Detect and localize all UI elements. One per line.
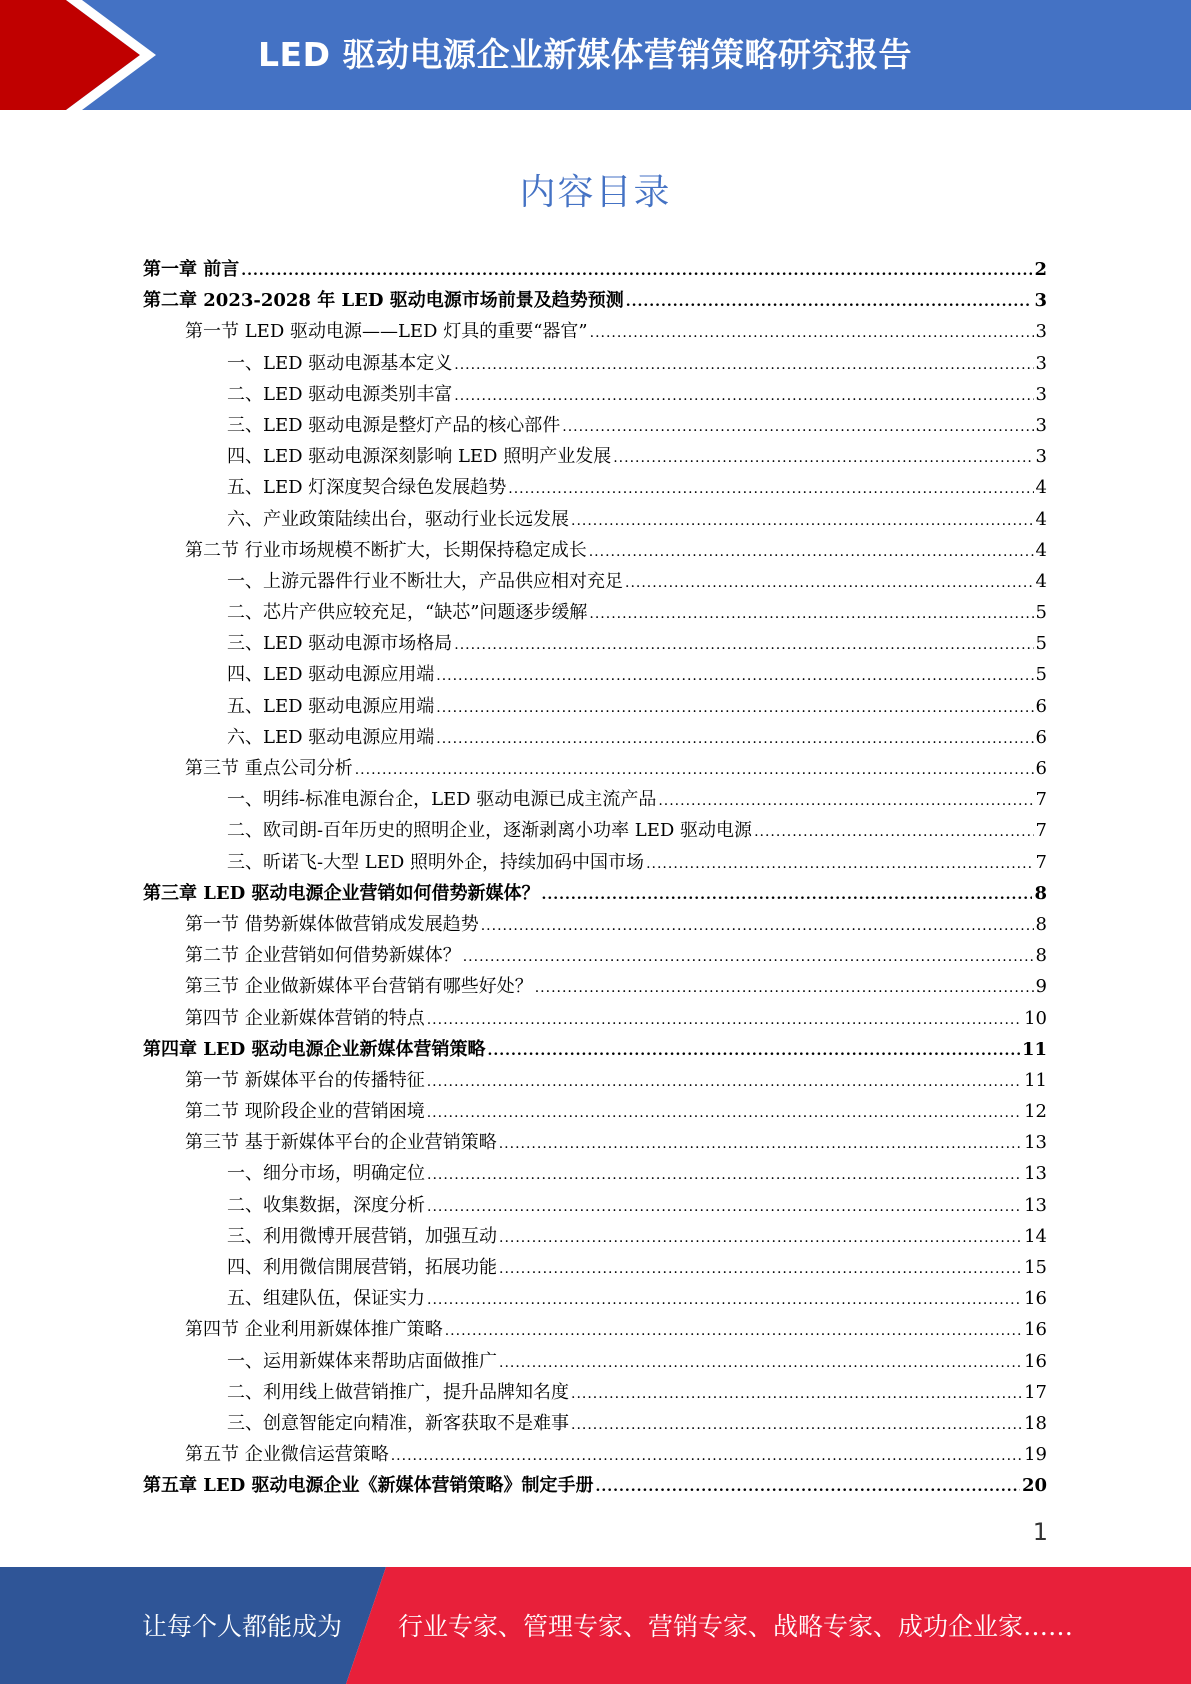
toc-entry[interactable] — [143, 1377, 1047, 1408]
toc-entry[interactable] — [143, 504, 1047, 535]
toc-leader-dots — [241, 256, 1032, 285]
toc-leader-dots — [454, 350, 1033, 379]
toc-leader-dots — [596, 1472, 1020, 1501]
toc-entry-title: 一、细分市场，明确定位 — [227, 1163, 425, 1185]
toc-entry-page: 2 — [1034, 259, 1047, 280]
toc-entry-title: 第四章 LED 驱动电源企业新媒体营销策略 — [143, 1038, 486, 1060]
toc-leader-dots — [562, 412, 1033, 441]
toc-entry-page: 6 — [1035, 758, 1047, 779]
toc-leader-dots — [436, 693, 1033, 722]
toc-leader-dots — [445, 1316, 1022, 1345]
toc-entry-page: 3 — [1035, 321, 1047, 343]
toc-entry-page: 15 — [1024, 1257, 1047, 1278]
toc-heading: 内容目录 — [519, 172, 672, 213]
toc-entry[interactable] — [143, 753, 1047, 784]
toc-entry[interactable] — [143, 535, 1047, 566]
toc-entry-title: 六、产业政策陆续出台，驱动行业长远发展 — [227, 508, 569, 530]
toc-entry-title: 第二节 行业市场规模不断扩大，长期保持稳定成长 — [185, 539, 587, 561]
toc-entry-page: 16 — [1024, 1288, 1047, 1310]
toc-entry[interactable] — [143, 628, 1047, 659]
toc-entry-page: 16 — [1024, 1350, 1047, 1372]
toc-entry-title: 三、LED 驱动电源市场格局 — [227, 633, 453, 655]
chevron-decoration — [0, 0, 160, 110]
toc-entry[interactable] — [143, 566, 1047, 597]
toc-entry-title: 第四节 企业新媒体营销的特点 — [185, 1007, 425, 1029]
table-of-contents — [143, 254, 1047, 1502]
toc-entry-title: 六、LED 驱动电源应用端 — [227, 726, 435, 748]
toc-entry-title: 第二节 现阶段企业的营销困境 — [185, 1101, 425, 1123]
toc-entry[interactable] — [143, 1190, 1047, 1221]
toc-leader-dots — [499, 1223, 1022, 1252]
toc-entry-title: 第三节 重点公司分析 — [185, 758, 353, 779]
toc-entry-title: 一、上游元器件行业不断壮大，产品供应相对充足 — [227, 570, 623, 592]
toc-entry[interactable] — [143, 316, 1047, 347]
toc-entry[interactable] — [143, 472, 1047, 503]
toc-leader-dots — [625, 568, 1034, 597]
toc-entry[interactable] — [143, 691, 1047, 722]
toc-entry-title: 三、昕诺飞-大型 LED 照明外企，持续加码中国市场 — [227, 851, 645, 873]
toc-entry-title: 二、欧司朗-百年历史的照明企业，逐渐剥离小功率 LED 驱动电源 — [227, 820, 753, 842]
toc-entry-title: 四、利用微信開展营销，拓展功能 — [227, 1257, 497, 1278]
toc-entry[interactable] — [143, 659, 1047, 690]
toc-leader-dots — [535, 973, 1034, 1002]
toc-entry-title: 四、LED 驱动电源应用端 — [227, 664, 435, 686]
toc-leader-dots — [658, 786, 1033, 815]
toc-entry-page: 13 — [1024, 1194, 1047, 1216]
toc-leader-dots — [454, 381, 1033, 410]
toc-entry[interactable] — [143, 878, 1047, 909]
toc-entry-page: 6 — [1035, 726, 1047, 748]
toc-entry[interactable] — [143, 1252, 1047, 1283]
toc-entry-title: 第一节 LED 驱动电源——LED 灯具的重要“器官” — [185, 321, 588, 343]
toc-entry-page: 7 — [1035, 851, 1047, 873]
toc-leader-dots — [589, 537, 1034, 566]
toc-entry-page: 4 — [1035, 539, 1047, 561]
toc-entry-page: 4 — [1035, 508, 1047, 530]
toc-entry-title: 二、LED 驱动电源类别丰富 — [227, 383, 453, 405]
toc-entry[interactable] — [143, 1127, 1047, 1158]
toc-entry[interactable] — [143, 1003, 1047, 1034]
toc-leader-dots — [488, 1036, 1020, 1065]
toc-entry[interactable] — [143, 410, 1047, 441]
toc-entry-page: 13 — [1024, 1163, 1047, 1185]
toc-entry-title: 三、LED 驱动电源是整灯产品的核心部件 — [227, 414, 561, 436]
toc-entry-page: 3 — [1035, 383, 1047, 405]
toc-entry-page: 4 — [1035, 570, 1047, 592]
toc-entry-page: 20 — [1021, 1475, 1047, 1497]
toc-entry[interactable] — [143, 1065, 1047, 1096]
toc-entry-title: 二、收集数据，深度分析 — [227, 1194, 425, 1216]
toc-entry-page: 3 — [1034, 290, 1047, 312]
toc-entry[interactable] — [143, 1408, 1047, 1439]
toc-entry[interactable] — [143, 285, 1047, 316]
toc-entry-page: 9 — [1035, 976, 1047, 998]
toc-leader-dots — [571, 1379, 1022, 1408]
toc-entry-page: 10 — [1024, 1007, 1047, 1029]
toc-entry-title: 一、运用新媒体来帮助店面做推广 — [227, 1350, 497, 1372]
toc-entry[interactable] — [143, 722, 1047, 753]
toc-entry-page: 11 — [1024, 1069, 1047, 1091]
toc-entry[interactable] — [143, 1158, 1047, 1189]
toc-leader-dots — [481, 911, 1034, 940]
toc-entry-title: 第一节 借势新媒体做营销成发展趋势 — [185, 913, 479, 935]
toc-entry-page: 5 — [1035, 633, 1047, 655]
toc-leader-dots — [463, 942, 1034, 971]
footer-slogan-right: 行业专家、管理专家、营销专家、战略专家、成功企业家…… — [398, 1612, 1074, 1641]
toc-entry[interactable] — [143, 784, 1047, 815]
toc-entry-title: 第二章 2023-2028 年 LED 驱动电源市场前景及趋势预测 — [143, 290, 624, 312]
toc-leader-dots — [499, 1348, 1022, 1377]
toc-entry-title: 第五章 LED 驱动电源企业《新媒体营销策略》制定手册 — [143, 1475, 594, 1497]
toc-leader-dots — [571, 1410, 1022, 1439]
toc-leader-dots — [508, 474, 1033, 503]
toc-leader-dots — [542, 880, 1033, 909]
toc-leader-dots — [626, 287, 1033, 316]
toc-entry-page: 3 — [1035, 446, 1047, 468]
toc-entry-page: 5 — [1035, 602, 1047, 624]
toc-entry-title: 五、组建队伍，保证实力 — [227, 1288, 425, 1310]
toc-entry[interactable] — [143, 1346, 1047, 1377]
header-banner — [0, 0, 1191, 110]
toc-entry-page: 7 — [1035, 820, 1047, 842]
toc-entry-title: 一、明纬-标准电源台企，LED 驱动电源已成主流产品 — [227, 789, 657, 811]
toc-entry-page: 16 — [1024, 1319, 1047, 1341]
toc-entry[interactable] — [143, 1470, 1047, 1501]
toc-entry-title: 第三节 基于新媒体平台的企业营销策略 — [185, 1132, 497, 1154]
toc-entry-title: 四、LED 驱动电源深刻影响 LED 照明产业发展 — [227, 446, 612, 468]
toc-entry[interactable] — [143, 1096, 1047, 1127]
toc-leader-dots — [427, 1067, 1022, 1096]
toc-entry-page: 11 — [1021, 1038, 1047, 1060]
toc-entry[interactable] — [143, 379, 1047, 410]
toc-entry-page: 13 — [1024, 1132, 1047, 1154]
toc-entry-title: 五、LED 灯深度契合绿色发展趋势 — [227, 477, 507, 499]
toc-entry-page: 8 — [1034, 882, 1047, 904]
toc-leader-dots — [436, 724, 1033, 753]
toc-entry[interactable] — [143, 1439, 1047, 1470]
toc-entry-page: 17 — [1024, 1381, 1047, 1403]
toc-leader-dots — [355, 755, 1034, 784]
toc-entry-title: 五、LED 驱动电源应用端 — [227, 695, 435, 717]
footer-banner — [0, 1567, 1191, 1684]
toc-leader-dots — [391, 1441, 1022, 1470]
toc-leader-dots — [427, 1160, 1022, 1189]
toc-entry-page: 19 — [1024, 1444, 1047, 1466]
toc-leader-dots — [427, 1098, 1022, 1127]
toc-entry-page: 8 — [1035, 945, 1047, 967]
toc-entry-page: 3 — [1035, 352, 1047, 374]
footer-slogan-left: 让每个人都能成为 — [142, 1612, 343, 1641]
toc-entry-title: 第四节 企业利用新媒体推广策略 — [185, 1319, 443, 1341]
toc-entry-title: 三、利用微博开展营销，加强互动 — [227, 1225, 497, 1247]
toc-leader-dots — [427, 1192, 1022, 1221]
toc-entry-page: 7 — [1035, 789, 1047, 811]
toc-entry[interactable] — [143, 940, 1047, 971]
toc-entry[interactable] — [143, 1283, 1047, 1314]
toc-entry-page: 18 — [1024, 1412, 1047, 1434]
toc-entry-page: 4 — [1035, 477, 1047, 499]
toc-entry-title: 第三章 LED 驱动电源企业营销如何借势新媒体？ — [143, 882, 540, 904]
toc-entry-title: 三、创意智能定向精准，新客获取不是难事 — [227, 1412, 569, 1434]
toc-entry-title: 第一节 新媒体平台的传播特征 — [185, 1069, 425, 1091]
toc-entry[interactable] — [143, 1221, 1047, 1252]
toc-entry[interactable] — [143, 1034, 1047, 1065]
toc-leader-dots — [499, 1254, 1022, 1283]
toc-entry[interactable] — [143, 1314, 1047, 1345]
toc-entry-title: 二、利用线上做营销推广，提升品牌知名度 — [227, 1381, 569, 1403]
toc-entry-title: 二、芯片产供应较充足，“缺芯”问题逐步缓解 — [227, 602, 588, 624]
toc-entry[interactable] — [143, 254, 1047, 285]
toc-entry[interactable] — [143, 971, 1047, 1002]
report-title: LED 驱动电源企业新媒体营销策略研究报告 — [258, 35, 912, 74]
toc-leader-dots — [454, 630, 1033, 659]
toc-leader-dots — [571, 506, 1034, 535]
toc-entry-title: 一、LED 驱动电源基本定义 — [227, 352, 453, 374]
toc-entry[interactable] — [143, 597, 1047, 628]
toc-entry-title: 第二节 企业营销如何借势新媒体？ — [185, 945, 461, 967]
page-number: 1 — [1032, 1518, 1048, 1546]
toc-entry-page: 14 — [1024, 1225, 1047, 1247]
toc-leader-dots — [427, 1005, 1022, 1034]
toc-entry-page: 8 — [1035, 913, 1047, 935]
toc-leader-dots — [754, 817, 1033, 846]
toc-leader-dots — [590, 318, 1034, 347]
toc-entry-title: 第三节 企业做新媒体平台营销有哪些好处？ — [185, 976, 533, 998]
toc-entry-page: 12 — [1024, 1101, 1047, 1123]
toc-entry[interactable] — [143, 909, 1047, 940]
toc-leader-dots — [436, 661, 1033, 690]
toc-leader-dots — [499, 1129, 1022, 1158]
toc-entry[interactable] — [143, 847, 1047, 878]
toc-entry-page: 6 — [1035, 695, 1047, 717]
toc-entry-title: 第一章 前言 — [143, 259, 240, 280]
toc-entry[interactable] — [143, 441, 1047, 472]
toc-entry-page: 3 — [1035, 414, 1047, 436]
toc-entry-title: 第五节 企业微信运营策略 — [185, 1444, 389, 1466]
toc-entry[interactable] — [143, 348, 1047, 379]
toc-entry[interactable] — [143, 815, 1047, 846]
toc-leader-dots — [589, 599, 1033, 628]
toc-leader-dots — [646, 849, 1033, 878]
toc-entry-page: 5 — [1035, 664, 1047, 686]
toc-leader-dots — [427, 1285, 1022, 1314]
toc-leader-dots — [613, 443, 1033, 472]
